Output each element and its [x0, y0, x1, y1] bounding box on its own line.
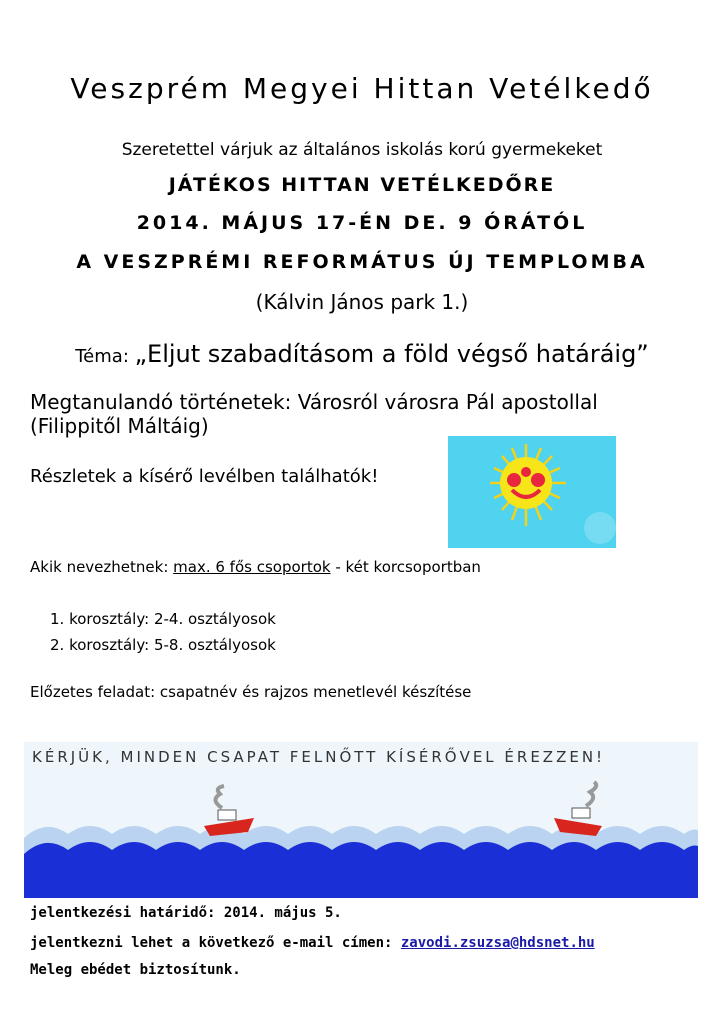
theme-text: „Eljut szabadításom a föld végső határáig” [134, 340, 649, 368]
theme-label: Téma: [75, 346, 135, 367]
sea-banner [24, 742, 698, 898]
preliminary-task: Előzetes feladat: csapatnév és rajzos menetlevél készítése [30, 683, 472, 701]
page-title: Veszprém Megyei Hittan Vetélkedő [70, 72, 654, 105]
venue-address: (Kálvin János park 1.) [255, 290, 469, 314]
stories-text: Megtanulandó történetek: Városról városra Pál apostollal (Filippitől Máltáig) [30, 390, 598, 438]
registration-email-line [30, 935, 595, 951]
list-item: 2. korosztály: 5-8. osztályosok [50, 636, 276, 654]
email-prefix: jelentkezni lehet a következő e-mail címen: [30, 935, 401, 951]
registration-deadline: jelentkezési határidő: 2014. május 5. [30, 905, 342, 921]
participants-limit: max. 6 fős csoportok [173, 558, 331, 576]
headline-date: 2014. MÁJUS 17-ÉN DE. 9 ÓRÁTÓL [136, 212, 588, 234]
headline-event: JÁTÉKOS HITTAN VETÉLKEDŐRE [168, 174, 556, 196]
sun-icon [448, 436, 616, 548]
headline-venue: A VESZPRÉMI REFORMÁTUS ÚJ TEMPLOMBA [76, 251, 648, 273]
list-item: 1. korosztály: 2-4. osztályosok [50, 610, 276, 628]
email-link[interactable]: zavodi.zsuzsa@hdsnet.hu [400, 935, 595, 951]
participants-suffix: - két korcsoportban [330, 558, 481, 576]
age-groups-list [50, 606, 276, 658]
escort-notice: KÉRJÜK, MINDEN CSAPAT FELNŐTT KÍSÉRŐVEL ÉREZZEN! [32, 748, 606, 766]
participants-line [30, 558, 481, 576]
theme-line [0, 340, 724, 368]
intro-text: Szeretettel várjuk az általános iskolás korú gyermekeket [121, 140, 603, 160]
participants-prefix: Akik nevezhetnek: [30, 558, 174, 576]
details-text: Részletek a kísérő levélben találhatók! [30, 466, 379, 487]
lunch-note: Meleg ebédet biztosítunk. [30, 962, 241, 978]
